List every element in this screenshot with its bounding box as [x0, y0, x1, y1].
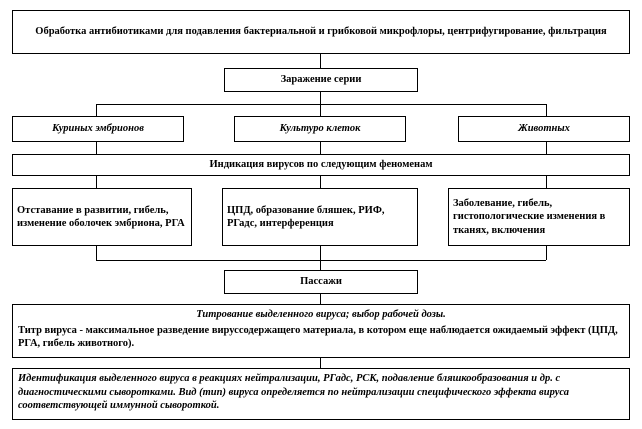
node-pretreatment: [12, 10, 630, 54]
node-phenomena-animals: [448, 188, 630, 246]
connector-merge-passages: [320, 260, 321, 270]
node-titration-heading: Титрование выделенного вируса; выбор рабочей дозы.: [196, 309, 446, 320]
node-phenomena-embryos: [12, 188, 192, 246]
connector-passages-titration: [320, 294, 321, 304]
node-substrate-cells: [234, 116, 406, 142]
connector-indication-embryos-phenomena: [96, 176, 97, 188]
connector-embryos-indication: [96, 142, 97, 154]
node-pretreatment-label: Обработка антибиотиками для подавления бактериальной и грибковой микрофлоры, центрифугирование, фильтрация: [35, 26, 607, 38]
connector-cells-phenomena-merge: [320, 246, 321, 260]
node-infection: [224, 68, 418, 92]
connector-embryos-phenomena-merge: [96, 246, 97, 260]
node-substrate-embryos-label: Куриных эмбрионов: [52, 123, 144, 135]
node-titration-body: Титр вируса - максимальное разведение вируссодержащего материала, в котором еще наблюдается ожидаемый эффект (ЦПД, РГА, гибель животного).: [18, 324, 618, 350]
node-substrate-cells-label: Культуро клеток: [279, 123, 361, 135]
connector-pretreatment-infection: [320, 54, 321, 68]
node-phenomena-embryos-label: Отставание в развитии, гибель, изменение оболочек эмбриона, РГА: [17, 204, 185, 229]
node-phenomena-cells: [222, 188, 418, 246]
connector-animals-indication: [546, 142, 547, 154]
connector-branch-bus: [96, 104, 546, 105]
node-passages-label: Пассажи: [300, 276, 342, 288]
node-phenomena-animals-label: Заболевание, гибель, гистопологические изменения в тканях, включения: [453, 197, 606, 236]
connector-indication-animals-phenomena: [546, 176, 547, 188]
connector-indication-cells-phenomena: [320, 176, 321, 188]
node-indication-label: Индикация вирусов по следующим феноменам: [209, 159, 433, 171]
node-phenomena-cells-label: ЦПД, образование бляшек, РИФ, РГадс, интерференция: [227, 204, 385, 229]
node-passages: [224, 270, 418, 294]
connector-branch-embryos: [96, 104, 97, 116]
node-substrate-animals: [458, 116, 630, 142]
connector-cells-indication: [320, 142, 321, 154]
connector-infection-branch: [320, 92, 321, 104]
node-substrate-animals-label: Животных: [518, 123, 570, 135]
node-substrate-embryos: [12, 116, 184, 142]
node-identification-body: Идентификация выделенного вируса в реакциях нейтрализации, РГадс, РСК, подавление бляшкообразования и др. с диагностическими сыворотками. Вид (тип) вируса определяется по нейтрализации специфического эффекта вируса соответствующей иммунной сывороткой.: [18, 373, 569, 412]
connector-branch-cells: [320, 104, 321, 116]
connector-animals-phenomena-merge: [546, 246, 547, 260]
node-titration: [12, 304, 630, 358]
node-indication: [12, 154, 630, 176]
connector-branch-animals: [546, 104, 547, 116]
node-identification: [12, 368, 630, 420]
node-infection-label: Заражение серии: [280, 74, 362, 86]
connector-titration-identification: [320, 358, 321, 368]
connector-merge-bus: [96, 260, 546, 261]
